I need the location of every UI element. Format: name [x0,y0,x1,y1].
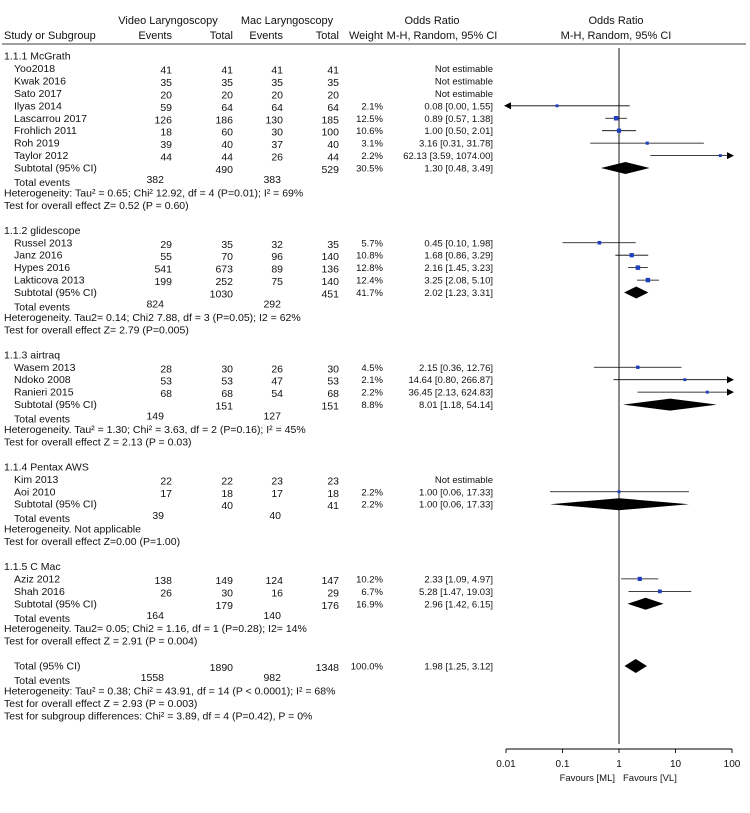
total-events-mac: 140 [263,609,281,622]
events-video: 20 [160,89,172,102]
total-video: 60 [221,126,233,139]
header-mac-laryngoscopy: Mac Laryngoscopy [240,15,334,27]
events-video: 541 [154,263,172,276]
total-events-label: Total events [14,413,71,426]
odds-ratio-ci: Not estimable [434,76,493,88]
total-mac: 140 [321,276,339,289]
header-video-laryngoscopy: Video Laryngoscopy [118,15,218,27]
total-events-label: Total events [14,612,71,625]
events-mac: 75 [271,276,283,289]
events-video: 44 [160,151,172,164]
total-label: Total (95% CI) [14,660,81,673]
total-video: 149 [215,574,233,587]
total-video: 44 [221,151,233,164]
total-events-video: 149 [146,410,164,423]
total-video: 35 [221,76,233,89]
stats-note: Heterogeneity: Tau² = 0.65; Chi² 12.92, df = 4 (P=0.01); I² = 69% [4,187,304,200]
events-mac: 17 [271,487,283,500]
subgroup-header: 1.1.5 C Mac [4,560,61,573]
events-video: 18 [160,126,172,139]
stats-note: Heterogeneity. Not applicable [4,523,141,536]
total-video: 1890 [209,662,233,675]
ci-arrow-right [727,152,734,159]
total-mac: 136 [321,263,339,276]
point-estimate [617,129,621,133]
point-estimate [719,154,722,157]
total-mac: 20 [327,89,339,102]
events-video: 29 [160,238,172,251]
subtotal-label: Subtotal (95% CI) [14,498,97,511]
ci-arrow-right [727,376,734,383]
total-video: 64 [221,101,233,114]
total-video: 70 [221,251,233,264]
x-tick-label: 100 [723,759,741,770]
point-estimate [618,490,621,493]
odds-ratio-ci: 0.45 [0.10, 1.98] [424,238,493,250]
events-mac: 89 [271,263,283,276]
total-events-video: 824 [146,298,164,311]
point-estimate [646,278,650,282]
odds-ratio-ci: 14.64 [0.80, 266.87] [408,375,493,387]
total-mac: 68 [327,388,339,401]
total-mac: 1348 [315,662,339,675]
odds-ratio-ci: 0.08 [0.00, 1.55] [424,101,493,113]
total-events-mac: 292 [263,298,281,311]
weight-value: 4.5% [361,362,383,374]
subtotal-label: Subtotal (95% CI) [14,399,97,412]
weight-value: 3.1% [361,138,383,150]
stats-note: Heterogeneity: Tau² = 0.38; Chi² = 43.91, df = 14 (P < 0.0001); I² = 68% [4,685,336,698]
study-label: Lakticova 2013 [14,274,85,287]
study-label: Kwak 2016 [14,75,66,88]
study-label: Sato 2017 [14,87,62,100]
events-video: 126 [154,114,172,127]
total-mac: 18 [327,487,339,500]
stats-note: Test for overall effect Z = 2.13 (P = 0.03) [4,436,192,449]
total-video: 151 [215,400,233,413]
weight-value: 100.0% [350,661,383,673]
header-events-2: Events [249,30,283,42]
odds-ratio-ci: 2.16 [1.45, 3.23] [424,263,493,275]
header-odds-ratio-left: Odds Ratio [404,15,460,27]
odds-ratio-ci: Not estimable [434,474,493,486]
events-mac: 32 [271,238,283,251]
odds-ratio-ci: 2.96 [1.42, 6.15] [424,599,493,611]
events-video: 138 [154,574,172,587]
total-mac: 35 [327,76,339,89]
stats-note: Test for overall effect Z = 2.91 (P = 0.004) [4,635,198,648]
total-video: 30 [221,587,233,600]
events-video: 199 [154,276,172,289]
weight-value: 2.2% [361,387,383,399]
subtotal-label: Subtotal (95% CI) [14,162,97,175]
total-mac: 64 [327,101,339,114]
study-label: Roh 2019 [14,137,60,150]
events-mac: 16 [271,587,283,600]
study-label: Wasem 2013 [14,361,76,374]
events-mac: 64 [271,101,283,114]
subtotal-label: Subtotal (95% CI) [14,287,97,300]
events-mac: 35 [271,76,283,89]
events-mac: 47 [271,375,283,388]
subtotal-diamond [628,598,664,610]
subgroup-header: 1.1.3 airtraq [4,349,61,362]
total-events-video: 1558 [140,672,164,684]
odds-ratio-ci: Not estimable [434,88,493,100]
total-mac: 29 [327,587,339,600]
total-mac: 451 [321,288,339,301]
weight-value: 12.4% [356,275,383,287]
header-total-2: Total [315,30,339,42]
events-video: 22 [160,475,172,488]
total-events-label: Total events [14,513,71,526]
weight-value: 2.1% [361,101,383,113]
total-events-video: 39 [152,510,164,523]
odds-ratio-ci: 62.13 [3.59, 1074.00] [403,151,493,163]
events-mac: 20 [271,89,283,102]
odds-ratio-ci: 1.00 [0.06, 17.33] [419,499,493,511]
point-estimate [658,589,662,593]
events-video: 59 [160,101,172,114]
study-label: Janz 2016 [14,249,63,262]
odds-ratio-ci: 8.01 [1.18, 54.14] [419,400,493,412]
total-mac: 529 [321,164,339,177]
events-mac: 30 [271,126,283,139]
header-or-method-right: M-H, Random, 95% CI [560,30,672,42]
study-label: Frohlich 2011 [14,125,77,138]
total-events-label: Total events [14,301,71,314]
total-video: 673 [215,263,233,276]
subtotal-diamond [624,287,648,299]
subtotal-diamond [550,498,689,510]
total-mac: 35 [327,238,339,251]
point-estimate [636,265,640,269]
weight-value: 2.2% [361,499,383,511]
odds-ratio-ci: 2.02 [1.23, 3.31] [424,288,493,300]
point-estimate [683,378,686,381]
events-mac: 96 [271,251,283,264]
weight-value: 10.6% [356,126,383,138]
study-label: Ndoko 2008 [14,374,71,387]
stats-note: Test for overall effect Z=0.00 (P=1.00) [4,536,181,549]
stats-note: Test for overall effect Z = 2.93 (P = 0.003) [4,697,198,710]
weight-value: 6.7% [361,586,383,598]
study-label: Aoi 2010 [14,486,56,499]
stats-note: Test for subgroup differences: Chi² = 3.89, df = 4 (P=0.42), P = 0% [4,710,313,723]
weight-value: 12.5% [356,113,383,125]
study-label: Aziz 2012 [14,573,61,586]
overall-diamond [624,659,646,673]
events-mac: 124 [265,574,283,587]
total-mac: 23 [327,475,339,488]
total-events-mac: 383 [263,174,281,186]
odds-ratio-ci: 1.00 [0.06, 17.33] [419,487,493,499]
events-video: 68 [160,388,172,401]
weight-value: 5.7% [361,238,383,250]
stats-note: Heterogeneity. Tau2= 0.05; Chi2 = 1.16, df = 1 (P=0.28); I2= 14% [4,623,307,636]
total-mac: 30 [327,363,339,376]
study-label: Lascarrou 2017 [14,112,87,125]
header-weight: Weight [348,30,383,42]
total-video: 53 [221,375,233,388]
total-mac: 41 [327,500,339,513]
events-video: 41 [160,64,172,77]
odds-ratio-ci: 2.33 [1.09, 4.97] [424,574,493,586]
total-video: 35 [221,238,233,251]
events-mac: 41 [271,64,283,77]
point-estimate [636,366,639,369]
favours-left-label: Favours [ML] [559,773,615,784]
header-total-1: Total [209,30,233,42]
events-video: 55 [160,251,172,264]
header-odds-ratio-right: Odds Ratio [588,15,644,27]
weight-value: 2.2% [361,487,383,499]
total-mac: 100 [321,126,339,139]
study-label: Yoo2018 [14,62,56,75]
x-tick-label: 10 [669,759,682,770]
events-video: 17 [160,487,172,500]
study-label: Ranieri 2015 [14,386,74,399]
events-video: 35 [160,76,172,89]
total-video: 20 [221,89,233,102]
events-mac: 54 [271,388,283,401]
odds-ratio-ci: 1.98 [1.25, 3.12] [424,661,493,673]
total-video: 30 [221,363,233,376]
study-label: Russel 2013 [14,237,73,250]
weight-value: 2.2% [361,151,383,163]
total-events-label: Total events [14,675,71,687]
header-study-subgroup: Study or Subgroup [4,30,96,42]
weight-value: 10.8% [356,250,383,262]
weight-value: 41.7% [356,288,383,300]
total-video: 40 [221,500,233,513]
subtotal-diamond [601,162,650,174]
subtotal-diamond [623,399,717,411]
odds-ratio-ci: 1.68 [0.86, 3.29] [424,250,493,262]
total-events-video: 382 [146,174,164,186]
total-video: 41 [221,64,233,77]
weight-value: 30.5% [356,163,383,175]
study-label: Hypes 2016 [14,262,71,275]
total-mac: 147 [321,574,339,587]
events-mac: 26 [271,363,283,376]
weight-value: 2.1% [361,375,383,387]
ci-arrow-right [727,389,734,396]
study-label: Kim 2013 [14,473,59,486]
total-events-video: 164 [146,609,164,622]
total-video: 18 [221,487,233,500]
events-mac: 26 [271,151,283,164]
total-video: 22 [221,475,233,488]
odds-ratio-ci: 1.30 [0.48, 3.49] [424,163,493,175]
total-video: 40 [221,139,233,152]
events-video: 28 [160,363,172,376]
subtotal-label: Subtotal (95% CI) [14,598,97,611]
point-estimate [556,104,559,107]
stats-note: Test for overall effect Z= 0.52 (P = 0.60) [4,199,189,212]
total-mac: 185 [321,114,339,127]
total-events-mac: 982 [263,672,281,684]
point-estimate [706,391,709,394]
odds-ratio-ci: 3.25 [2.08, 5.10] [424,275,493,287]
study-label: Taylor 2012 [14,150,69,163]
total-mac: 53 [327,375,339,388]
total-mac: 41 [327,64,339,77]
total-mac: 151 [321,400,339,413]
favours-right-label: Favours [VL] [623,773,677,784]
subgroup-header: 1.1.1 McGrath [4,50,71,63]
odds-ratio-ci: 3.16 [0.31, 31.78] [419,138,493,150]
odds-ratio-ci: 5.28 [1.47, 19.03] [419,586,493,598]
stats-note: Test for overall effect Z= 2.79 (P=0.005) [4,324,189,337]
point-estimate [598,241,602,245]
point-estimate [614,116,618,120]
total-video: 490 [215,164,233,177]
total-video: 68 [221,388,233,401]
header-events-1: Events [138,30,172,42]
total-mac: 176 [321,599,339,612]
weight-value: 8.8% [361,400,383,412]
events-mac: 23 [271,475,283,488]
x-tick-label: 1 [616,759,622,770]
point-estimate [630,253,634,257]
total-video: 179 [215,599,233,612]
odds-ratio-ci: 1.00 [0.50, 2.01] [424,126,493,138]
stats-note: Heterogeneity. Tau² = 1.30; Chi² = 3.63, df = 2 (P=0.16); I² = 45% [4,424,306,436]
total-mac: 40 [327,139,339,152]
subgroup-header: 1.1.2 glidescope [4,224,81,237]
odds-ratio-ci: 2.15 [0.36, 12.76] [419,362,493,374]
events-mac: 37 [271,139,283,152]
total-video: 186 [215,114,233,127]
x-tick-label: 0.01 [496,759,516,770]
stats-note: Heterogeneity. Tau2= 0.14; Chi2 7.88, df = 3 (P=0.05); I2 = 62% [4,311,301,324]
weight-value: 12.8% [356,263,383,275]
ci-arrow-left [504,102,511,109]
x-tick-label: 0.1 [555,759,570,770]
point-estimate [638,577,642,581]
weight-value: 16.9% [356,599,383,611]
total-mac: 140 [321,251,339,264]
events-video: 39 [160,139,172,152]
study-label: Shah 2016 [14,585,65,598]
total-events-mac: 127 [263,410,281,423]
events-video: 26 [160,587,172,600]
odds-ratio-ci: 0.89 [0.57, 1.38] [424,113,493,125]
odds-ratio-ci: Not estimable [434,63,493,75]
total-video: 1030 [209,288,233,301]
weight-value: 10.2% [356,574,383,586]
point-estimate [646,142,649,145]
events-video: 53 [160,375,172,388]
study-label: Ilyas 2014 [14,100,62,113]
total-events-label: Total events [14,177,71,189]
subgroup-header: 1.1.4 Pentax AWS [4,461,89,474]
events-mac: 130 [265,114,283,127]
total-events-mac: 40 [269,510,281,523]
odds-ratio-ci: 36.45 [2.13, 624.83] [408,387,493,399]
header-or-method-left: M-H, Random, 95% CI [386,30,498,42]
total-video: 252 [215,276,233,289]
total-mac: 44 [327,151,339,164]
